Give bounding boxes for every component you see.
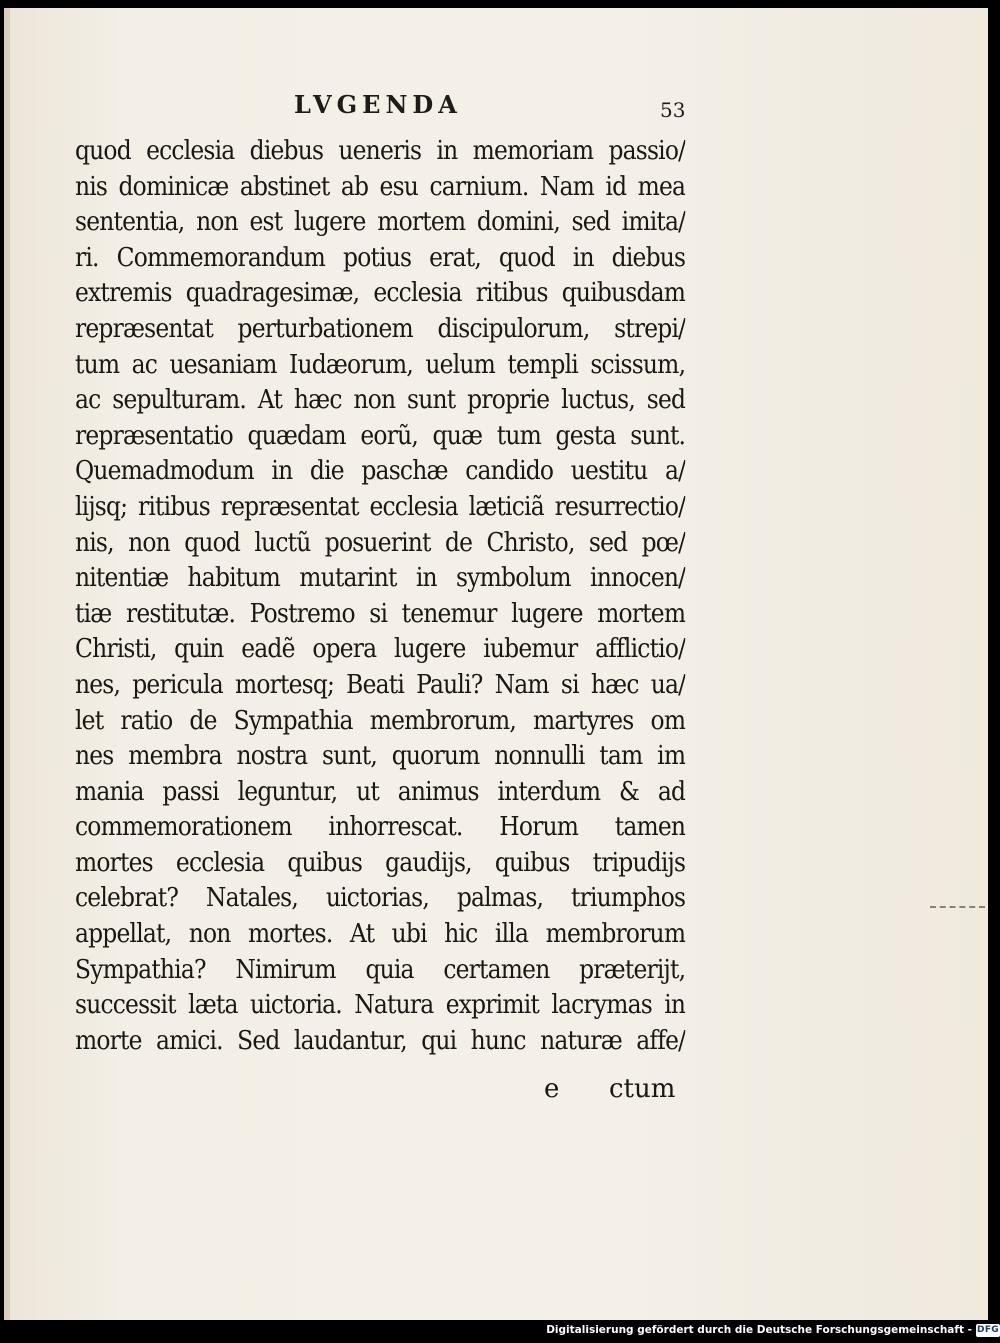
text-line: repræsentat perturbationem discipulorum, strepi/	[75, 313, 686, 344]
text-line: tum ac uesaniam Iudæorum, uelum templi scissum,	[75, 349, 686, 380]
text-line: nes, pericula mortesq; Beati Pauli? Nam si hæc ua/	[75, 669, 686, 700]
text-line: lijsq; ritibus repræsentat ecclesia læticiã resurrectio/	[75, 491, 686, 522]
text-line: nis, non quod luctũ posuerint de Christo, sed pœ/	[75, 527, 686, 558]
text-line: nis dominicæ abstinet ab esu carnium. Nam id mea	[75, 171, 686, 202]
text-line: tiæ restitutæ. Postremo si tenemur lugere mortem	[75, 598, 686, 629]
book-page	[4, 8, 988, 1320]
text-line: extremis quadragesimæ, ecclesia ritibus quibusdam	[75, 278, 686, 309]
catchword: ctum	[609, 1074, 676, 1104]
footer-bar	[546, 1321, 1000, 1339]
margin-scan-marks	[930, 906, 985, 910]
text-line: ri. Commemorandum potius erat, quod in diebus	[75, 242, 686, 273]
running-head: LVGENDA	[294, 90, 462, 119]
text-line: successit læta uictoria. Natura exprimit lacrymas in	[75, 990, 686, 1021]
text-line: Sympathia? Nimirum quia certamen præterijt,	[75, 954, 686, 985]
text-line: repræsentatio quædam eorũ, quæ tum gesta sunt.	[75, 420, 686, 451]
dfg-logo-text: DFG	[977, 1325, 999, 1335]
dfg-logo-icon	[976, 1324, 1000, 1337]
text-line: Quemadmodum in die paschæ candido uestitu a/	[75, 456, 686, 487]
text-line: nes membra nostra sunt, quorum nonnulli tam im	[75, 741, 686, 772]
text-block	[75, 134, 685, 1059]
signature-mark: e	[544, 1074, 560, 1104]
text-line: Christi, quin eadẽ opera lugere iubemur afflictio/	[75, 634, 686, 665]
text-line: mortes ecclesia quibus gaudijs, quibus tripudijs	[75, 847, 686, 878]
text-line: nitentiæ habitum mutarint in symbolum innocen/	[75, 563, 686, 594]
text-line: sententia, non est lugere mortem domini, sed imita/	[75, 207, 686, 238]
text-line: mania passi leguntur, ut animus interdum & ad	[75, 776, 686, 807]
text-line: appellat, non mortes. At ubi hic illa membrorum	[75, 919, 686, 950]
page-edge	[4, 8, 10, 1320]
text-line: morte amici. Sed laudantur, qui hunc naturæ affe/	[75, 1025, 686, 1056]
text-line: ac sepulturam. At hæc non sunt proprie luctus, sed	[75, 385, 686, 416]
text-line: quod ecclesia diebus ueneris in memoriam passio/	[75, 136, 686, 166]
text-line: let ratio de Sympathia membrorum, martyres om	[75, 705, 686, 736]
page-number: 53	[660, 98, 686, 122]
funding-credit: Digitalisierung gefördert durch die Deutsche Forschungsgemeinschaft -	[546, 1324, 972, 1336]
text-line: commemorationem inhorrescat. Horum tamen	[75, 812, 686, 843]
text-line: celebrat? Natales, uictorias, palmas, triumphos	[75, 883, 686, 914]
